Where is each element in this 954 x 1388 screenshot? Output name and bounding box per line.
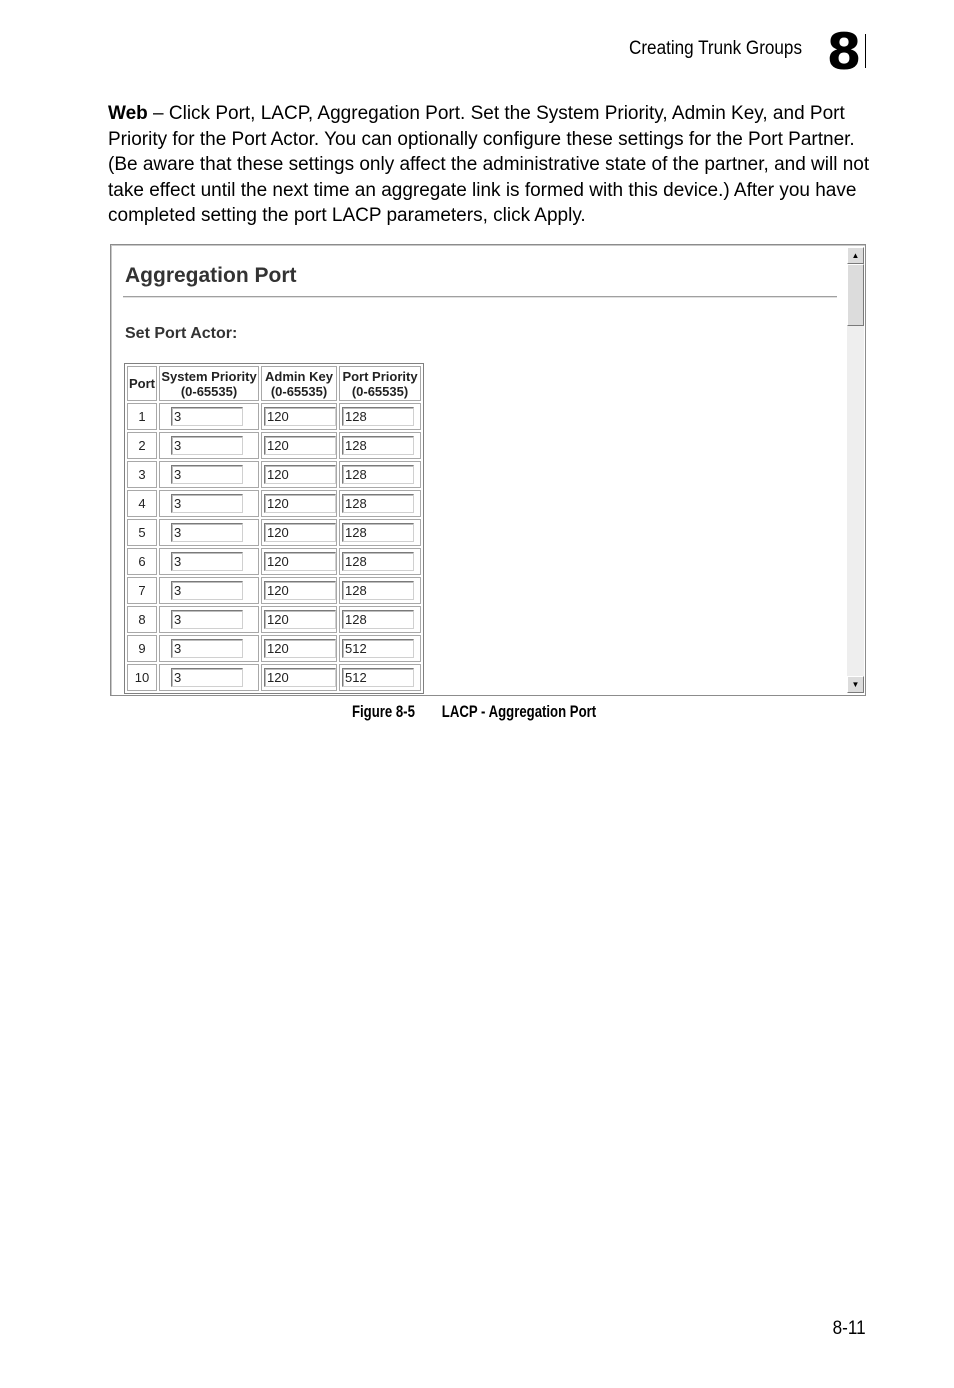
chapter-number: 8 <box>826 23 862 81</box>
admin-key-input[interactable] <box>264 436 336 455</box>
system-priority-input[interactable] <box>171 465 243 484</box>
admin-key-input[interactable] <box>264 610 336 629</box>
table-row <box>127 664 421 691</box>
port-priority-input[interactable] <box>342 668 414 687</box>
system-priority-input[interactable] <box>171 407 243 426</box>
scrollbar-thumb[interactable] <box>847 264 864 326</box>
page-number: 8-11 <box>833 1318 866 1339</box>
port-priority-input[interactable] <box>342 552 414 571</box>
table-row <box>127 577 421 604</box>
table-row <box>127 606 421 633</box>
port-priority-input[interactable] <box>342 610 414 629</box>
port-priority-input[interactable] <box>342 436 414 455</box>
figure-caption <box>0 702 954 722</box>
port-number: 1 <box>138 409 146 424</box>
table-row <box>127 432 421 459</box>
port-number: 7 <box>138 583 146 598</box>
table-row <box>127 490 421 517</box>
col-admin-key-header: Admin Key (0-65535) <box>261 366 337 401</box>
running-header-title: Creating Trunk Groups <box>629 38 802 59</box>
table-row <box>127 548 421 575</box>
table-row <box>127 403 421 430</box>
table-row <box>127 461 421 488</box>
port-number: 6 <box>138 554 146 569</box>
admin-key-input[interactable] <box>264 639 336 658</box>
port-number: 8 <box>138 612 146 627</box>
port-number: 3 <box>138 467 146 482</box>
system-priority-input[interactable] <box>171 639 243 658</box>
caption-text: LACP - Aggregation Port <box>441 702 597 721</box>
screen-title: Aggregation Port <box>125 264 297 287</box>
admin-key-input[interactable] <box>264 494 336 513</box>
port-priority-input[interactable] <box>342 494 414 513</box>
web-lead: Web <box>108 103 148 124</box>
title-divider <box>123 296 837 298</box>
vertical-scrollbar[interactable] <box>847 247 864 693</box>
admin-key-input[interactable] <box>264 465 336 484</box>
port-number: 5 <box>138 525 146 540</box>
admin-key-input[interactable] <box>264 523 336 542</box>
port-number: 4 <box>138 496 146 511</box>
system-priority-input[interactable] <box>171 581 243 600</box>
port-priority-input[interactable] <box>342 465 414 484</box>
admin-key-input[interactable] <box>264 407 336 426</box>
port-priority-input[interactable] <box>342 407 414 426</box>
admin-key-input[interactable] <box>264 581 336 600</box>
screenshot-frame <box>110 244 866 696</box>
table-row <box>127 519 421 546</box>
col-system-priority-header: System Priority (0-65535) <box>159 366 259 401</box>
system-priority-input[interactable] <box>171 552 243 571</box>
body-paragraph <box>108 101 878 229</box>
arrow-down-icon[interactable]: ▼ <box>847 676 864 693</box>
port-priority-input[interactable] <box>342 523 414 542</box>
system-priority-input[interactable] <box>171 494 243 513</box>
actor-table <box>124 363 424 694</box>
col-port-header: Port <box>127 366 157 401</box>
system-priority-input[interactable] <box>171 523 243 542</box>
col-port-priority-header: Port Priority (0-65535) <box>339 366 421 401</box>
chapter-rule <box>865 34 866 68</box>
port-number: 9 <box>138 641 146 656</box>
caption-label: Figure 8-5 <box>351 702 415 721</box>
system-priority-input[interactable] <box>171 610 243 629</box>
admin-key-input[interactable] <box>264 552 336 571</box>
table-header-row <box>127 366 421 401</box>
body-text: – Click Port, LACP, Aggregation Port. Set the System Priority, Admin Key, and Port Priority for the Port Actor. You can optionally configure these settings for the Port Partner. (Be aware that these settings only affect the administrative state of the partner, and will not take effect until the next time an aggregate link is formed with this device.) After you have completed setting the port LACP parameters, click Apply. <box>108 103 870 226</box>
table-row <box>127 635 421 662</box>
port-number: 10 <box>134 670 150 685</box>
system-priority-input[interactable] <box>171 668 243 687</box>
port-priority-input[interactable] <box>342 581 414 600</box>
system-priority-input[interactable] <box>171 436 243 455</box>
port-priority-input[interactable] <box>342 639 414 658</box>
arrow-up-icon[interactable]: ▲ <box>847 247 864 264</box>
port-number: 2 <box>138 438 146 453</box>
admin-key-input[interactable] <box>264 668 336 687</box>
section-label: Set Port Actor: <box>125 325 238 342</box>
